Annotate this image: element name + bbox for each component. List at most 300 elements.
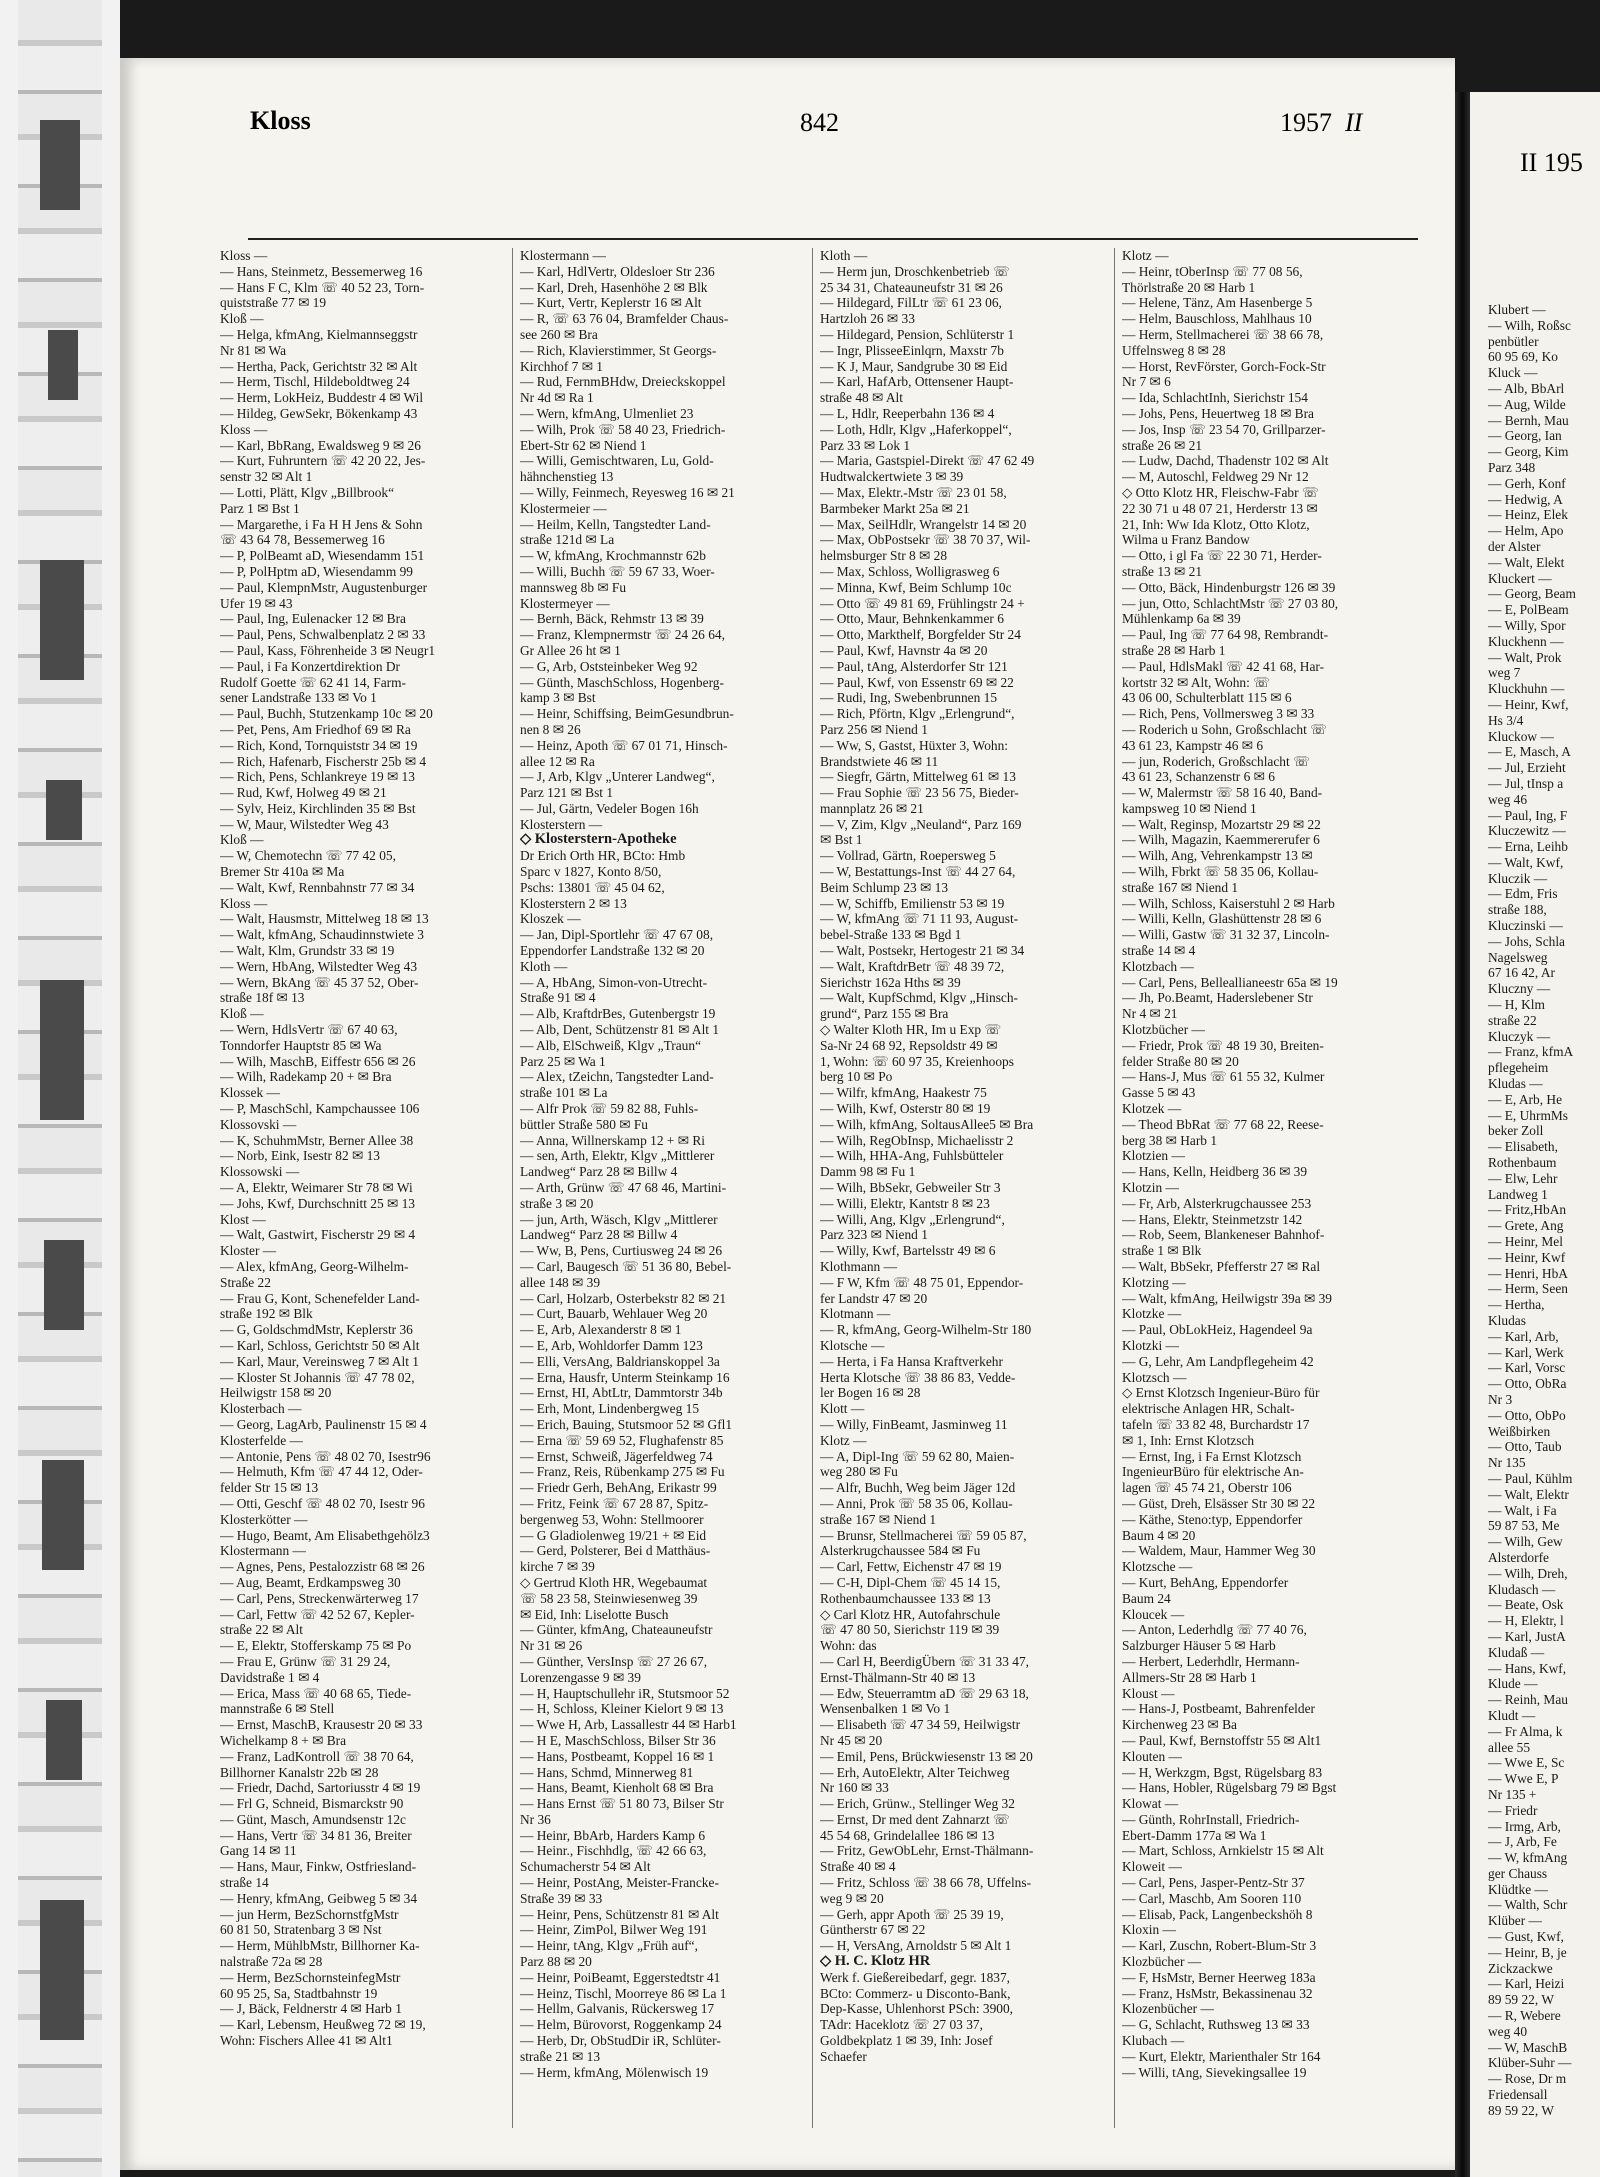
facing-page-line: Landweg 1 xyxy=(1488,1186,1548,1202)
directory-entry-line: — W, Schiffb, Emilienstr 53 ✉ 19 xyxy=(820,895,1005,911)
facing-page-line: Kluczewitz — xyxy=(1488,823,1566,839)
directory-entry-line: Klosterstern 2 ✉ 13 xyxy=(520,895,627,911)
directory-entry-line: — Karl, HafArb, Ottensener Haupt- xyxy=(820,374,1014,390)
facing-page-line: Nagelsweg xyxy=(1488,949,1548,965)
directory-entry-line: — K J, Maur, Sandgrube 30 ✉ Eid xyxy=(820,358,1008,374)
directory-entry-line: — Günter, kfmAng, Chateauneufstr xyxy=(520,1622,713,1638)
directory-entry-line: — Max, ObPostsekr ☏ 38 70 37, Wil- xyxy=(820,532,1031,548)
directory-entry-line: — Wilh, Ang, Vehrenkampstr 13 ✉ xyxy=(1122,848,1313,864)
directory-entry-line: Baum 4 ✉ 20 xyxy=(1122,1527,1196,1543)
facing-page-line: — Fritz,HbAn xyxy=(1488,1202,1567,1218)
directory-entry-line: — Paul, Ing, Eulenacker 12 ✉ Bra xyxy=(220,611,406,627)
facing-page-line: — Erna, Leihb xyxy=(1488,839,1568,855)
directory-entry-line: — Willi, Gastw ☏ 31 32 37, Lincoln- xyxy=(1122,927,1330,943)
directory-entry-line: senstr 32 ✉ Alt 1 xyxy=(220,469,313,485)
directory-entry-line: Straße 91 ✉ 4 xyxy=(520,990,596,1006)
facing-page-line: beker Zoll xyxy=(1488,1123,1544,1139)
facing-page-line: — Franz, kfmA xyxy=(1488,1044,1574,1060)
directory-entry-line: — Heinz, Apoth ☏ 67 01 71, Hinsch- xyxy=(520,737,728,753)
directory-entry-line: — F W, Kfm ☏ 48 75 01, Eppendor- xyxy=(820,1274,1024,1290)
facing-page-line: 59 87 53, Me xyxy=(1488,1518,1560,1534)
directory-entry-line: — Carl, Fettw, Eichenstr 47 ✉ 19 xyxy=(820,1559,1002,1575)
directory-entry-line: — Herm, Stellmacherei ☏ 38 66 78, xyxy=(1122,326,1324,342)
facing-page-line: — Hans, Kwf, xyxy=(1488,1660,1567,1676)
directory-entry-line: — G Gladiolenweg 19/21 + ✉ Eid xyxy=(520,1527,707,1543)
directory-column-2 xyxy=(520,248,802,2138)
running-head-name: Kloss xyxy=(250,106,311,135)
facing-page-line: — Fr Alma, k xyxy=(1488,1723,1563,1739)
directory-entry-line: Klozenbücher — xyxy=(1122,2001,1214,2017)
facing-page-line: der Alster xyxy=(1488,538,1541,554)
directory-entry-line: — Hans-J, Mus ☏ 61 55 32, Kulmer xyxy=(1122,1069,1325,1085)
directory-entry-line: — Wilh, Prok ☏ 58 40 23, Friedrich- xyxy=(520,421,726,437)
directory-entry-line: ◇ Otto Klotz HR, Fleischw-Fabr ☏ xyxy=(1122,484,1319,500)
directory-entry-line: — H, Werkzgm, Bgst, Rügelsbarg 83 xyxy=(1122,1764,1323,1780)
directory-entry-line: Straße 39 ✉ 33 xyxy=(520,1890,603,1906)
facing-page-line: — Elisabeth, xyxy=(1488,1139,1558,1155)
facing-page-line: — Otto, ObPo xyxy=(1488,1407,1566,1423)
directory-entry-line: — Karl, Lebensm, Heußweg 72 ✉ 19, xyxy=(220,2017,426,2033)
facing-page-line: — W, MaschB xyxy=(1488,2039,1568,2055)
directory-entry-line: — Otto, Markthelf, Borgfelder Str 24 xyxy=(820,627,1021,643)
directory-entry-line: straße 14 xyxy=(220,1875,269,1891)
directory-entry-line: — Erna, Hausfr, Unterm Steinkamp 16 xyxy=(520,1369,730,1385)
directory-entry-line: ◇ H. C. Klotz HR xyxy=(820,1954,931,1970)
directory-entry-line: — Rob, Seem, Blankeneser Bahnhof- xyxy=(1122,1227,1325,1243)
directory-entry-line: Parz 1 ✉ Bst 1 xyxy=(220,500,300,516)
directory-entry-line: — Paul, Buchh, Stutzenkamp 10c ✉ 20 xyxy=(220,706,433,722)
directory-entry-line: Kloss — xyxy=(220,421,268,437)
directory-entry-line: — Herm, kfmAng, Mölenwisch 19 xyxy=(520,2064,709,2080)
directory-entry-line: — P, PolBeamt aD, Wiesendamm 151 xyxy=(220,548,425,564)
directory-entry-line: — Helm, Bauschloss, Mahlhaus 10 xyxy=(1122,311,1312,327)
directory-entry-line: straße 14 ✉ 4 xyxy=(1122,943,1196,959)
directory-entry-line: — Heinr, PostAng, Meister-Francke- xyxy=(520,1875,719,1891)
facing-page-line: — Walt, Prok xyxy=(1488,649,1562,665)
directory-entry-line: — W, kfmAng ☏ 71 11 93, August- xyxy=(820,911,1019,927)
directory-entry-line: — W, kfmAng, Krochmannstr 62b xyxy=(520,548,706,564)
directory-entry-line: Kloster — xyxy=(220,1243,277,1259)
facing-page-line: — Wwe E, Sc xyxy=(1488,1755,1565,1771)
directory-entry-line: — Theod BbRat ☏ 77 68 22, Reese- xyxy=(1122,1116,1324,1132)
directory-entry-line: — Wilfr, kfmAng, Haakestr 75 xyxy=(820,1085,987,1101)
directory-entry-line: straße 13 ✉ 21 xyxy=(1122,563,1203,579)
directory-entry-line: Wilma u Franz Bandow xyxy=(1122,532,1250,548)
facing-page-line: — Bernh, Mau xyxy=(1488,412,1569,428)
directory-entry-line: — Walt, Reginsp, Mozartstr 29 ✉ 22 xyxy=(1122,816,1321,832)
directory-entry-line: Schaefer xyxy=(820,2048,867,2064)
directory-entry-line: Sparc v 1827, Konto 8/50, xyxy=(520,864,662,880)
directory-entry-line: — Günt, Masch, Amundsenstr 12c xyxy=(220,1811,406,1827)
directory-entry-line: — Ernst, Ing, i Fa Ernst Klotzsch xyxy=(1122,1448,1302,1464)
directory-entry-line: Güntherstr 67 ✉ 22 xyxy=(820,1922,926,1938)
directory-entry-line: — Helga, kfmAng, Kielmannseggstr xyxy=(220,326,418,342)
directory-entry-line: Landweg“ Parz 28 ✉ Billw 4 xyxy=(520,1227,678,1243)
directory-entry-line: Wensenbalken 1 ✉ Vo 1 xyxy=(820,1701,951,1717)
directory-entry-line: Klossowski — xyxy=(220,1164,300,1180)
directory-entry-line: Herta Klotsche ☏ 38 86 83, Vedde- xyxy=(820,1369,1016,1385)
column-divider xyxy=(1114,248,1115,2128)
directory-entry-line: — Paul, i Fa Konzertdirektion Dr xyxy=(220,658,400,674)
directory-entry-line: Klotzki — xyxy=(1122,1337,1179,1353)
facing-page-line: Kludasch — xyxy=(1488,1581,1556,1597)
directory-entry-line: Kloszek — xyxy=(520,911,581,927)
facing-page-line: Weißbirken xyxy=(1488,1423,1551,1439)
facing-page-head: II 195 xyxy=(1520,148,1583,177)
facing-page-line: — Beate, Osk xyxy=(1488,1597,1564,1613)
directory-entry-line: — Hans, Steinmetz, Bessemerweg 16 xyxy=(220,263,423,279)
directory-entry-line: mannsweg 8b ✉ Fu xyxy=(520,579,627,595)
directory-entry-line: — Alfr, Buchh, Weg beim Jäger 12d xyxy=(820,1480,1016,1496)
directory-entry-line: — Rich, Pens, Vollmersweg 3 ✉ 33 xyxy=(1122,706,1315,722)
directory-entry-line: — V, Zim, Klgv „Neuland“, Parz 169 xyxy=(820,816,1022,832)
directory-entry-line: Nr 7 ✉ 6 xyxy=(1122,374,1171,390)
facing-page xyxy=(1470,92,1600,2177)
facing-page-line: Kludaß — xyxy=(1488,1644,1545,1660)
facing-page-line: — Jul, tInsp a xyxy=(1488,775,1564,791)
directory-entry-line: — Antonie, Pens ☏ 48 02 70, Isestr96 xyxy=(220,1448,431,1464)
directory-entry-line: — Norb, Eink, Isestr 82 ✉ 13 xyxy=(220,1148,380,1164)
directory-entry-line: — Paul, Kass, Föhrenheide 3 ✉ Neugr1 xyxy=(220,642,436,658)
directory-entry-line: — Willi, Kelln, Glashüttenstr 28 ✉ 6 xyxy=(1122,911,1322,927)
directory-entry-line: — Pet, Pens, Am Friedhof 69 ✉ Ra xyxy=(220,721,411,737)
directory-entry-line: berg 38 ✉ Harb 1 xyxy=(1122,1132,1218,1148)
directory-entry-line: Thörlstraße 20 ✉ Harb 1 xyxy=(1122,279,1256,295)
directory-entry-line: — Walt, Gastwirt, Fischerstr 29 ✉ 4 xyxy=(220,1227,416,1243)
directory-entry-line: — Günth, MaschSchloss, Hogenberg- xyxy=(520,674,724,690)
directory-entry-line: — Hertha, Pack, Gerichtstr 32 ✉ Alt xyxy=(220,358,418,374)
facing-page-line: Parz 348 xyxy=(1488,459,1536,475)
facing-page-line: — Heinz, Elek xyxy=(1488,507,1568,523)
facing-page-line: Klüber-Suhr — xyxy=(1488,2055,1572,2071)
directory-entry-line: — Alfr Prok ☏ 59 82 88, Fuhls- xyxy=(520,1101,699,1117)
directory-entry-line: Gang 14 ✉ 11 xyxy=(220,1843,297,1859)
directory-entry-line: straße 167 ✉ Niend 1 xyxy=(1122,879,1239,895)
directory-entry-line: Kloust — xyxy=(1122,1685,1175,1701)
directory-entry-line: — Curt, Bauarb, Wehlauer Weg 20 xyxy=(520,1306,708,1322)
directory-entry-line: — Willi, Elektr, Kantstr 8 ✉ 23 xyxy=(820,1195,990,1211)
facing-page-line: Kluck — xyxy=(1488,365,1538,381)
facing-page-line: Kludas — xyxy=(1488,1076,1543,1092)
directory-entry-line: Landweg“ Parz 28 ✉ Billw 4 xyxy=(520,1164,678,1180)
directory-entry-line: Klotzin — xyxy=(1122,1180,1179,1196)
directory-entry-line: Ebert-Str 62 ✉ Niend 1 xyxy=(520,437,647,453)
directory-entry-line: Sierichstr 162a Hths ✉ 39 xyxy=(820,974,961,990)
directory-entry-line: — jun, Roderich, Großschlacht ☏ xyxy=(1122,753,1310,769)
directory-entry-line: — Horst, RevFörster, Gorch-Fock-Str xyxy=(1122,358,1326,374)
directory-entry-line: — Kurt, Fuhruntern ☏ 42 20 22, Jes- xyxy=(220,453,426,469)
directory-entry-line: — Edw, Steuerramtm aD ☏ 29 63 18, xyxy=(820,1685,1029,1701)
directory-entry-line: Klotzbach — xyxy=(1122,958,1194,974)
directory-entry-line: sener Landstraße 133 ✉ Vo 1 xyxy=(220,690,377,706)
directory-entry-line: — E, Arb, Alexanderstr 8 ✉ 1 xyxy=(520,1322,682,1338)
header-rule xyxy=(248,238,1418,240)
facing-page-line: — Edm, Fris xyxy=(1488,886,1558,902)
facing-page-line: straße 188, xyxy=(1488,902,1547,918)
directory-entry-line: Ernst-Thälmann-Str 40 ✉ 13 xyxy=(820,1669,976,1685)
directory-entry-line: 43 61 23, Kampstr 46 ✉ 6 xyxy=(1122,737,1264,753)
directory-entry-line: — Minna, Kwf, Beim Schlump 10c xyxy=(820,579,1012,595)
facing-page-line: 67 16 42, Ar xyxy=(1488,965,1555,981)
directory-entry-line: Kloth — xyxy=(820,248,868,263)
directory-entry-line: lagen ☏ 45 74 21, Oberstr 106 xyxy=(1122,1480,1292,1496)
facing-page-line: Kluckow — xyxy=(1488,728,1554,744)
directory-entry-line: — Fritz, Schloss ☏ 38 66 78, Uffelns- xyxy=(820,1875,1032,1891)
directory-entry-line: ler Bogen 16 ✉ 28 xyxy=(820,1385,921,1401)
directory-entry-line: — Otto, i gl Fa ☏ 22 30 71, Herder- xyxy=(1122,548,1322,564)
directory-entry-line: Straße 40 ✉ 4 xyxy=(820,1859,896,1875)
facing-page-line: — Gerh, Konf xyxy=(1488,475,1566,491)
directory-entry-line: Kloth — xyxy=(520,958,568,974)
directory-entry-line: Damm 98 ✉ Fu 1 xyxy=(820,1164,916,1180)
facing-page-line: — Grete, Ang xyxy=(1488,1218,1564,1234)
directory-entry-line: Klotzke — xyxy=(1122,1306,1182,1322)
directory-entry-line: — Heinr, Schiffsing, BeimGesundbrun- xyxy=(520,706,734,722)
directory-entry-line: — Walt, Postsekr, Hertogestr 21 ✉ 34 xyxy=(820,943,1025,959)
column-divider xyxy=(512,248,513,2128)
facing-page-line: weg 46 xyxy=(1488,791,1528,807)
facing-page-line: Kludt — xyxy=(1488,1707,1536,1723)
facing-page-line: Kluckhuhn — xyxy=(1488,681,1565,697)
facing-page-line: Klüdtke — xyxy=(1488,1881,1548,1897)
directory-entry-line: — Karl, Schloss, Gerichtstr 50 ✉ Alt xyxy=(220,1337,420,1353)
directory-entry-line: — Wilh, kfmAng, SoltausAllee5 ✉ Bra xyxy=(820,1116,1034,1132)
directory-entry-line: — Heinr, BbArb, Harders Kamp 6 xyxy=(520,1827,706,1843)
directory-entry-line: — Roderich u Sohn, Großschlacht ☏ xyxy=(1122,721,1327,737)
directory-entry-line: — Vollrad, Gärtn, Roepersweg 5 xyxy=(820,848,996,864)
directory-entry-line: straße 28 ✉ Harb 1 xyxy=(1122,642,1226,658)
directory-entry-line: Kloss — xyxy=(220,895,268,911)
directory-entry-line: — C-H, Dipl-Chem ☏ 45 14 15, xyxy=(820,1574,1001,1590)
directory-entry-line: Klozbücher — xyxy=(1122,1954,1202,1970)
directory-entry-line: ◇ Gertrud Kloth HR, Wegebaumat xyxy=(520,1574,708,1590)
facing-page-line: — Hedwig, A xyxy=(1488,491,1563,507)
directory-entry-line: Klouten — xyxy=(1122,1748,1182,1764)
facing-page-line: — W, kfmAng xyxy=(1488,1850,1568,1866)
directory-entry-line: — Alex, tZeichn, Tangstedter Land- xyxy=(520,1069,714,1085)
directory-entry-line: — Günth, RohrInstall, Friedrich- xyxy=(1122,1811,1300,1827)
directory-entry-line: Parz 121 ✉ Bst 1 xyxy=(520,785,614,801)
directory-entry-line: — Fr, Arb, Alsterkrugchaussee 253 xyxy=(1122,1195,1312,1211)
directory-entry-line: — Georg, LagArb, Paulinenstr 15 ✉ 4 xyxy=(220,1416,427,1432)
directory-entry-line: — Waldem, Maur, Hammer Weg 30 xyxy=(1122,1543,1316,1559)
directory-entry-line: Klott — xyxy=(820,1401,865,1417)
directory-entry-line: — J, Arb, Klgv „Unterer Landweg“, xyxy=(520,769,715,785)
directory-entry-line: — Carl, Maschb, Am Sooren 110 xyxy=(1122,1890,1302,1906)
directory-entry-line: — Maria, Gastspiel-Direkt ☏ 47 62 49 xyxy=(820,453,1035,469)
directory-entry-line: 60 95 25, Sa, Stadtbahnstr 19 xyxy=(220,1985,378,2001)
facing-page-line: — Rose, Dr m xyxy=(1488,2071,1567,2087)
directory-entry-line: mannplatz 26 ✉ 21 xyxy=(820,800,924,816)
directory-entry-line: — H, Hauptschullehr iR, Stutsmoor 52 xyxy=(520,1685,730,1701)
directory-entry-line: Rudolf Goette ☏ 62 41 14, Farm- xyxy=(220,674,406,690)
directory-entry-line: Klostermeyer — xyxy=(520,595,610,611)
directory-entry-line: — Henry, kfmAng, Geibweg 5 ✉ 34 xyxy=(220,1890,418,1906)
directory-entry-line: Parz 33 ✉ Lok 1 xyxy=(820,437,911,453)
directory-entry-line: — Elisabeth ☏ 47 34 59, Heilwigstr xyxy=(820,1717,1021,1733)
directory-entry-line: — W, Maur, Wilstedter Weg 43 xyxy=(220,816,389,832)
directory-entry-line: Klotmann — xyxy=(820,1306,891,1322)
facing-page-line: — Walth, Schr xyxy=(1488,1897,1568,1913)
directory-entry-line: — Willy, Kwf, Bartelsstr 49 ✉ 6 xyxy=(820,1243,996,1259)
directory-entry-line: — Elli, VersAng, Baldrianskoppel 3a xyxy=(520,1353,720,1369)
directory-entry-line: — H, VersAng, Arnoldstr 5 ✉ Alt 1 xyxy=(820,1938,1012,1954)
directory-entry-line: — R, kfmAng, Georg-Wilhelm-Str 180 xyxy=(820,1322,1032,1338)
facing-page-line: Kluczinski — xyxy=(1488,918,1563,934)
directory-entry-line: — jun Herm, BezSchornstfgMstr xyxy=(220,1906,399,1922)
directory-entry-line: — W, Malermstr ☏ 58 16 40, Band- xyxy=(1122,785,1323,801)
directory-entry-line: — A, HbAng, Simon-von-Utrecht- xyxy=(520,974,708,990)
directory-entry-line: — Johs, Kwf, Durchschnitt 25 ✉ 13 xyxy=(220,1195,415,1211)
directory-entry-line: — Heinz, Tischl, Moorreye 86 ✉ La 1 xyxy=(520,1985,727,2001)
directory-entry-line: — Hans, Kelln, Heidberg 36 ✉ 39 xyxy=(1122,1164,1308,1180)
directory-entry-line: Beim Schlump 23 ✉ 13 xyxy=(820,879,949,895)
directory-entry-line: — Heinr, tAng, Klgv „Früh auf“, xyxy=(520,1938,698,1954)
directory-entry-line: Brandstwiete 46 ✉ 11 xyxy=(820,753,939,769)
facing-page-line: Kluczyk — xyxy=(1488,1028,1551,1044)
directory-entry-line: — Hans Ernst ☏ 51 80 73, Bilser Str xyxy=(520,1796,724,1812)
facing-page-line: Klubert — xyxy=(1488,302,1546,317)
directory-entry-line: — Hans-J, Postbeamt, Bahrenfelder xyxy=(1122,1701,1316,1717)
directory-entry-line: — Paul, Ing ☏ 77 64 98, Rembrandt- xyxy=(1122,627,1329,643)
directory-entry-line: Klostermeier — xyxy=(520,500,607,516)
directory-entry-line: — W, Bestattungs-Inst ☏ 44 27 64, xyxy=(820,864,1016,880)
directory-entry-line: Parz 256 ✉ Niend 1 xyxy=(820,721,928,737)
directory-entry-line: Klotzien — xyxy=(1122,1148,1185,1164)
directory-entry-line: — Helm, Bürovorst, Roggenkamp 24 xyxy=(520,2017,722,2033)
directory-entry-line: — Wilh, HHA-Ang, Fuhlsbütteler xyxy=(820,1148,1004,1164)
directory-entry-line: — Rud, Kwf, Holweg 49 ✉ 21 xyxy=(220,785,387,801)
directory-entry-line: — Herm, MühlbMstr, Billhorner Ka- xyxy=(220,1938,420,1954)
directory-entry-line: Kirchhof 7 ✉ 1 xyxy=(520,358,603,374)
facing-page-line: — Gust, Kwf, xyxy=(1488,1929,1564,1945)
facing-page-line: Kludas xyxy=(1488,1313,1526,1328)
directory-entry-line: Klotzsch — xyxy=(1122,1369,1187,1385)
directory-entry-line: büttler Straße 580 ✉ Fu xyxy=(520,1116,649,1132)
directory-entry-line: — G, GoldschmdMstr, Keplerstr 36 xyxy=(220,1322,413,1338)
facing-page-line: — Johs, Schla xyxy=(1488,933,1565,949)
directory-entry-line: Barmbeker Markt 25a ✉ 21 xyxy=(820,500,970,516)
facing-page-line: — Georg, Ian xyxy=(1488,428,1562,444)
facing-page-line: — Heinr, Kwf, xyxy=(1488,696,1569,712)
directory-entry-line: — Wilh, Schloss, Kaiserstuhl 2 ✉ Harb xyxy=(1122,895,1335,911)
directory-entry-line: — G, Lehr, Am Landpflegeheim 42 xyxy=(1122,1353,1314,1369)
directory-entry-line: — Franz, Reis, Rübenkamp 275 ✉ Fu xyxy=(520,1464,725,1480)
directory-entry-line: — Fritz, GewObLehr, Ernst-Thälmann- xyxy=(820,1843,1034,1859)
directory-entry-line: Ufer 19 ✉ 43 xyxy=(220,595,293,611)
directory-entry-line: helmsburger Str 8 ✉ 28 xyxy=(820,548,948,564)
directory-entry-line: — Hildeg, GewSekr, Bökenkamp 43 xyxy=(220,405,418,421)
directory-entry-line: — Hans, Beamt, Kienholt 68 ✉ Bra xyxy=(520,1780,714,1796)
directory-entry-line: Kirchenweg 23 ✉ Ba xyxy=(1122,1717,1237,1733)
directory-entry-line: — Anna, Willnerskamp 12 + ✉ Ri xyxy=(520,1132,705,1148)
directory-entry-line: — Helene, Tänz, Am Hasenberge 5 xyxy=(1122,295,1313,311)
directory-entry-line: — Sylv, Heiz, Kirchlinden 35 ✉ Bst xyxy=(220,800,416,816)
directory-entry-line: — Otto, Maur, Behnkenkammer 6 xyxy=(820,611,1004,627)
directory-entry-line: — Friedr, Dachd, Sartoriusstr 4 ✉ 19 xyxy=(220,1780,421,1796)
facing-page-line: — H, Klm xyxy=(1488,997,1545,1013)
facing-page-line: — Helm, Apo xyxy=(1488,523,1564,539)
directory-entry-line: Allmers-Str 28 ✉ Harb 1 xyxy=(1122,1669,1257,1685)
directory-entry-line: — Rich, Pförtn, Klgv „Erlengrund“, xyxy=(820,706,1015,722)
facing-page-line: — Paul, Kühlm xyxy=(1488,1470,1573,1486)
facing-page-line: — Karl, Arb, xyxy=(1488,1328,1559,1344)
directory-entry-line: — Paul, tAng, Alsterdorfer Str 121 xyxy=(820,658,1008,674)
directory-entry-line: — Mart, Schloss, Arnkielstr 15 ✉ Alt xyxy=(1122,1843,1324,1859)
directory-entry-line: elektrische Anlagen HR, Schalt- xyxy=(1122,1401,1295,1417)
directory-entry-line: ◇ Walter Kloth HR, Im u Exp ☏ xyxy=(820,1022,1002,1038)
directory-entry-line: — G, Schlacht, Ruthsweg 13 ✉ 33 xyxy=(1122,2017,1310,2033)
directory-entry-line: Baum 24 xyxy=(1122,1590,1171,1606)
directory-entry-line: — Jh, Po.Beamt, Haderslebener Str xyxy=(1122,990,1313,1006)
facing-page-line: — Heinr, Kwf xyxy=(1488,1249,1566,1265)
facing-page-line: Kluckhenn — xyxy=(1488,633,1564,649)
directory-entry-line: Kloß — xyxy=(220,832,264,848)
directory-entry-line: Klostermann — xyxy=(520,248,606,263)
directory-entry-line: 60 81 50, Stratenbarg 3 ✉ Nst xyxy=(220,1922,382,1938)
directory-entry-line: 21, Inh: Ww Ida Klotz, Otto Klotz, xyxy=(1122,516,1310,532)
directory-entry-line: — Ida, SchlachtInh, Sierichstr 154 xyxy=(1122,390,1308,406)
directory-entry-line: — Lotti, Plätt, Klgv „Billbrook“ xyxy=(220,484,395,500)
directory-entry-line: hähnchenstieg 13 xyxy=(520,469,614,485)
directory-entry-line: Parz 323 ✉ Niend 1 xyxy=(820,1227,928,1243)
directory-entry-line: — Gerh, appr Apoth ☏ 25 39 19, xyxy=(820,1906,1004,1922)
directory-entry-line: 43 06 00, Schulterblatt 115 ✉ 6 xyxy=(1122,690,1292,706)
directory-entry-line: — jun, Otto, SchlachtMstr ☏ 27 03 80, xyxy=(1122,595,1339,611)
directory-entry-line: — Hellm, Galvanis, Rückersweg 17 xyxy=(520,2001,715,2017)
directory-entry-line: — Ww, B, Pens, Curtiusweg 24 ✉ 26 xyxy=(520,1243,723,1259)
directory-entry-line: Parz 88 ✉ 20 xyxy=(520,1954,592,1970)
directory-entry-line: — E, Arb, Wohldorfer Damm 123 xyxy=(520,1337,703,1353)
column-divider xyxy=(812,248,813,2128)
directory-entry-line: kampsweg 10 ✉ Niend 1 xyxy=(1122,800,1257,816)
facing-page-line: — Henri, HbA xyxy=(1488,1265,1568,1281)
directory-entry-line: — Ernst, Dr med dent Zahnarzt ☏ xyxy=(820,1811,1010,1827)
directory-entry-line: — A, Dipl-Ing ☏ 59 62 80, Maien- xyxy=(820,1448,1015,1464)
directory-entry-line: — Paul, Kwf, von Essenstr 69 ✉ 22 xyxy=(820,674,1014,690)
directory-entry-line: — Siegfr, Gärtn, Mittelweg 61 ✉ 13 xyxy=(820,769,1016,785)
directory-entry-line: — Otto ☏ 49 81 69, Frühlingstr 24 + xyxy=(820,595,1025,611)
facing-page-line: — Karl, JustA xyxy=(1488,1628,1566,1644)
directory-entry-line: see 260 ✉ Bra xyxy=(520,326,598,342)
directory-entry-line: — Friedr Gerh, BehAng, Erikastr 99 xyxy=(520,1480,717,1496)
facing-page-line: Friedensall xyxy=(1488,2087,1548,2103)
facing-page-line: allee 55 xyxy=(1488,1739,1531,1755)
directory-entry-line: — Willi, Gemischtwaren, Lu, Gold- xyxy=(520,453,714,469)
directory-entry-line: straße 48 ✉ Alt xyxy=(820,390,903,406)
directory-entry-line: straße 1 ✉ Blk xyxy=(1122,1243,1202,1259)
directory-entry-line: — Franz, HsMstr, Bekassinenau 32 xyxy=(1122,1985,1313,2001)
directory-entry-line: — Brunsr, Stellmacherei ☏ 59 05 87, xyxy=(820,1527,1027,1543)
directory-entry-line: Uffelnsweg 8 ✉ 28 xyxy=(1122,342,1226,358)
directory-entry-line: Klotzek — xyxy=(1122,1101,1182,1117)
directory-entry-line: — Johs, Pens, Heuertweg 18 ✉ Bra xyxy=(1122,405,1314,421)
directory-entry-line: — Jul, Gärtn, Vedeler Bogen 16h xyxy=(520,800,699,816)
directory-entry-line: Alsterkrugchaussee 584 ✉ Fu xyxy=(820,1543,981,1559)
directory-entry-line: felder Str 15 ✉ 13 xyxy=(220,1480,319,1496)
directory-entry-line: — Kurt, Vertr, Keplerstr 16 ✉ Alt xyxy=(520,295,702,311)
facing-page-line: — Heinr, Mel xyxy=(1488,1234,1563,1250)
directory-entry-line: Klossek — xyxy=(220,1085,280,1101)
directory-entry-line: Klubach — xyxy=(1122,2033,1185,2049)
directory-entry-line: Nr 4 ✉ 21 xyxy=(1122,1006,1178,1022)
directory-entry-line: — K, SchuhmMstr, Berner Allee 38 xyxy=(220,1132,414,1148)
directory-entry-line: — Frl G, Schneid, Bismarckstr 90 xyxy=(220,1796,404,1812)
directory-entry-line: — Günther, VersInsp ☏ 27 26 67, xyxy=(520,1653,708,1669)
directory-entry-line: — Alb, ElSchweiß, Klgv „Traun“ xyxy=(520,1037,702,1053)
directory-entry-line: — Hans, Schmd, Minnerweg 81 xyxy=(520,1764,694,1780)
directory-entry-line: — Erh, AutoElektr, Alter Teichweg xyxy=(820,1764,1010,1780)
